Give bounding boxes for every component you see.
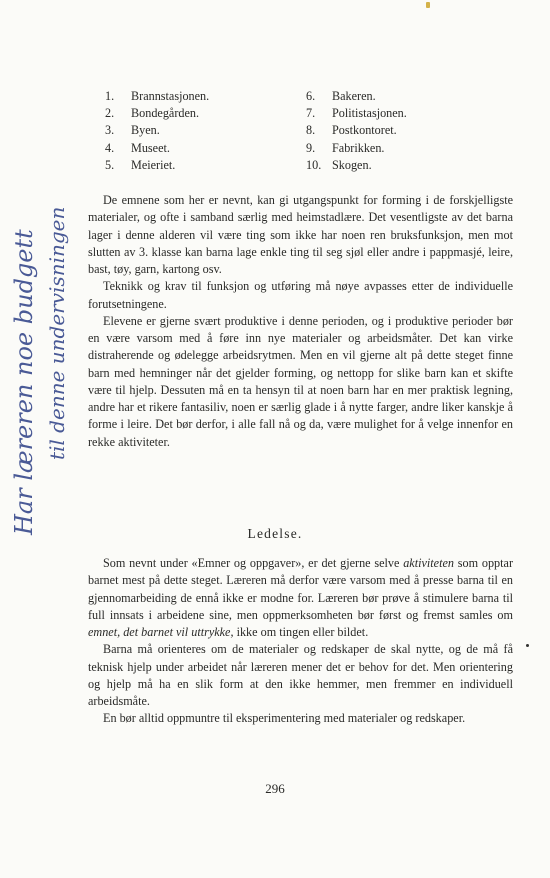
margin-note-line-1: Har læreren noe budgett	[10, 229, 38, 535]
paragraph: De emnene som her er nevnt, kan gi utgangspunkt for forming i de forskjelligste materialer, og ofte i samband særlig med heimstadlære. Det vesentligste av det barna lager i denne alderen vil være ting som ikke har noen ren bruksfunksjon, men mot slutten av 3. klasse kan barna lage enkle ting til seg sjøl eller andre i pappmasjé, leire, bast, tøy, garn, kartong osv.	[88, 193, 513, 276]
ledelse-text	[88, 555, 513, 728]
list-item: 4. Museet.	[105, 140, 170, 155]
list-item: 5. Meieriet.	[105, 157, 176, 172]
list-item: 9. Fabrikken.	[306, 140, 385, 155]
emphasis: aktiviteten	[403, 556, 454, 570]
paragraph: Barna må orienteres om de materialer og redskaper de skal nytte, og de må få teknisk hjelp under arbeidet når læreren mener det er behov for det. Men orientering og hjelp må ha en slik form at den ikke hemmer, men fremmer en individuell arbeidsmåte.	[88, 642, 513, 708]
intro-text	[88, 192, 513, 451]
paragraph: Teknikk og krav til funksjon og utføring må nøye avpasses etter de individuelle forutsetningene.	[88, 279, 513, 311]
section-heading: Ledelse.	[247, 526, 303, 541]
ink-dot	[526, 644, 529, 647]
page-number: 296	[265, 781, 285, 796]
topic-list-left	[105, 88, 209, 174]
paragraph: Som nevnt under «Emner og oppgaver», er det gjerne selve aktiviteten som opptar barnet mest på dette steget. Læreren må derfor være varsom med å presse barna til en gjennomarbeiding de ennå ikke er modne for. Læreren bør prøve å stimulere barna til full innsats i arbeidene sine, men oppmerksomheten bør først og fremst samles om emnet, det barnet vil uttrykke, ikke om tingen eller bildet.	[88, 556, 514, 639]
list-item: 6. Bakeren.	[306, 89, 376, 103]
emphasis: emnet, det barnet vil uttrykke,	[88, 625, 234, 639]
list-item: 2. Bondegården.	[105, 106, 200, 121]
list-item: 3. Byen.	[105, 123, 160, 138]
list-item: 8. Postkontoret.	[306, 123, 397, 138]
handwritten-margin-note	[0, 0, 80, 878]
list-item: 10. Skogen.	[306, 157, 372, 172]
topic-list-right	[306, 88, 407, 174]
list-item: 7. Politistasjonen.	[306, 106, 407, 121]
margin-note-line-2: til denne undervisningen	[45, 206, 69, 460]
paragraph: Elevene er gjerne svært produktive i denne perioden, og i produktive perioder bør en være varsom med å føre inn nye materialer og arbeidsmåter. Det kan virke distraherende og ødelegge arbeidsrytmen. Men en vil gjerne alt på dette steget finne barn med hemninger når det gjelder forming, og nettopp for slike barn kan et skifte være til hjelp. Dessuten må en ta hensyn til at noen barn har en mer praktisk legning, andre har et rikere fantasiliv, noen er særlig glade i å nytte farger, andre liker kanskje å forme i leire. Det bør derfor, i alle fall nå og da, være mulighet for å velge innenfor en rekke aktiviteter.	[88, 313, 513, 449]
list-item: 1. Brannstasjonen.	[105, 89, 210, 103]
ink-mark	[426, 2, 430, 8]
paragraph: En bør alltid oppmuntre til eksperimentering med materialer og redskaper.	[103, 711, 466, 726]
